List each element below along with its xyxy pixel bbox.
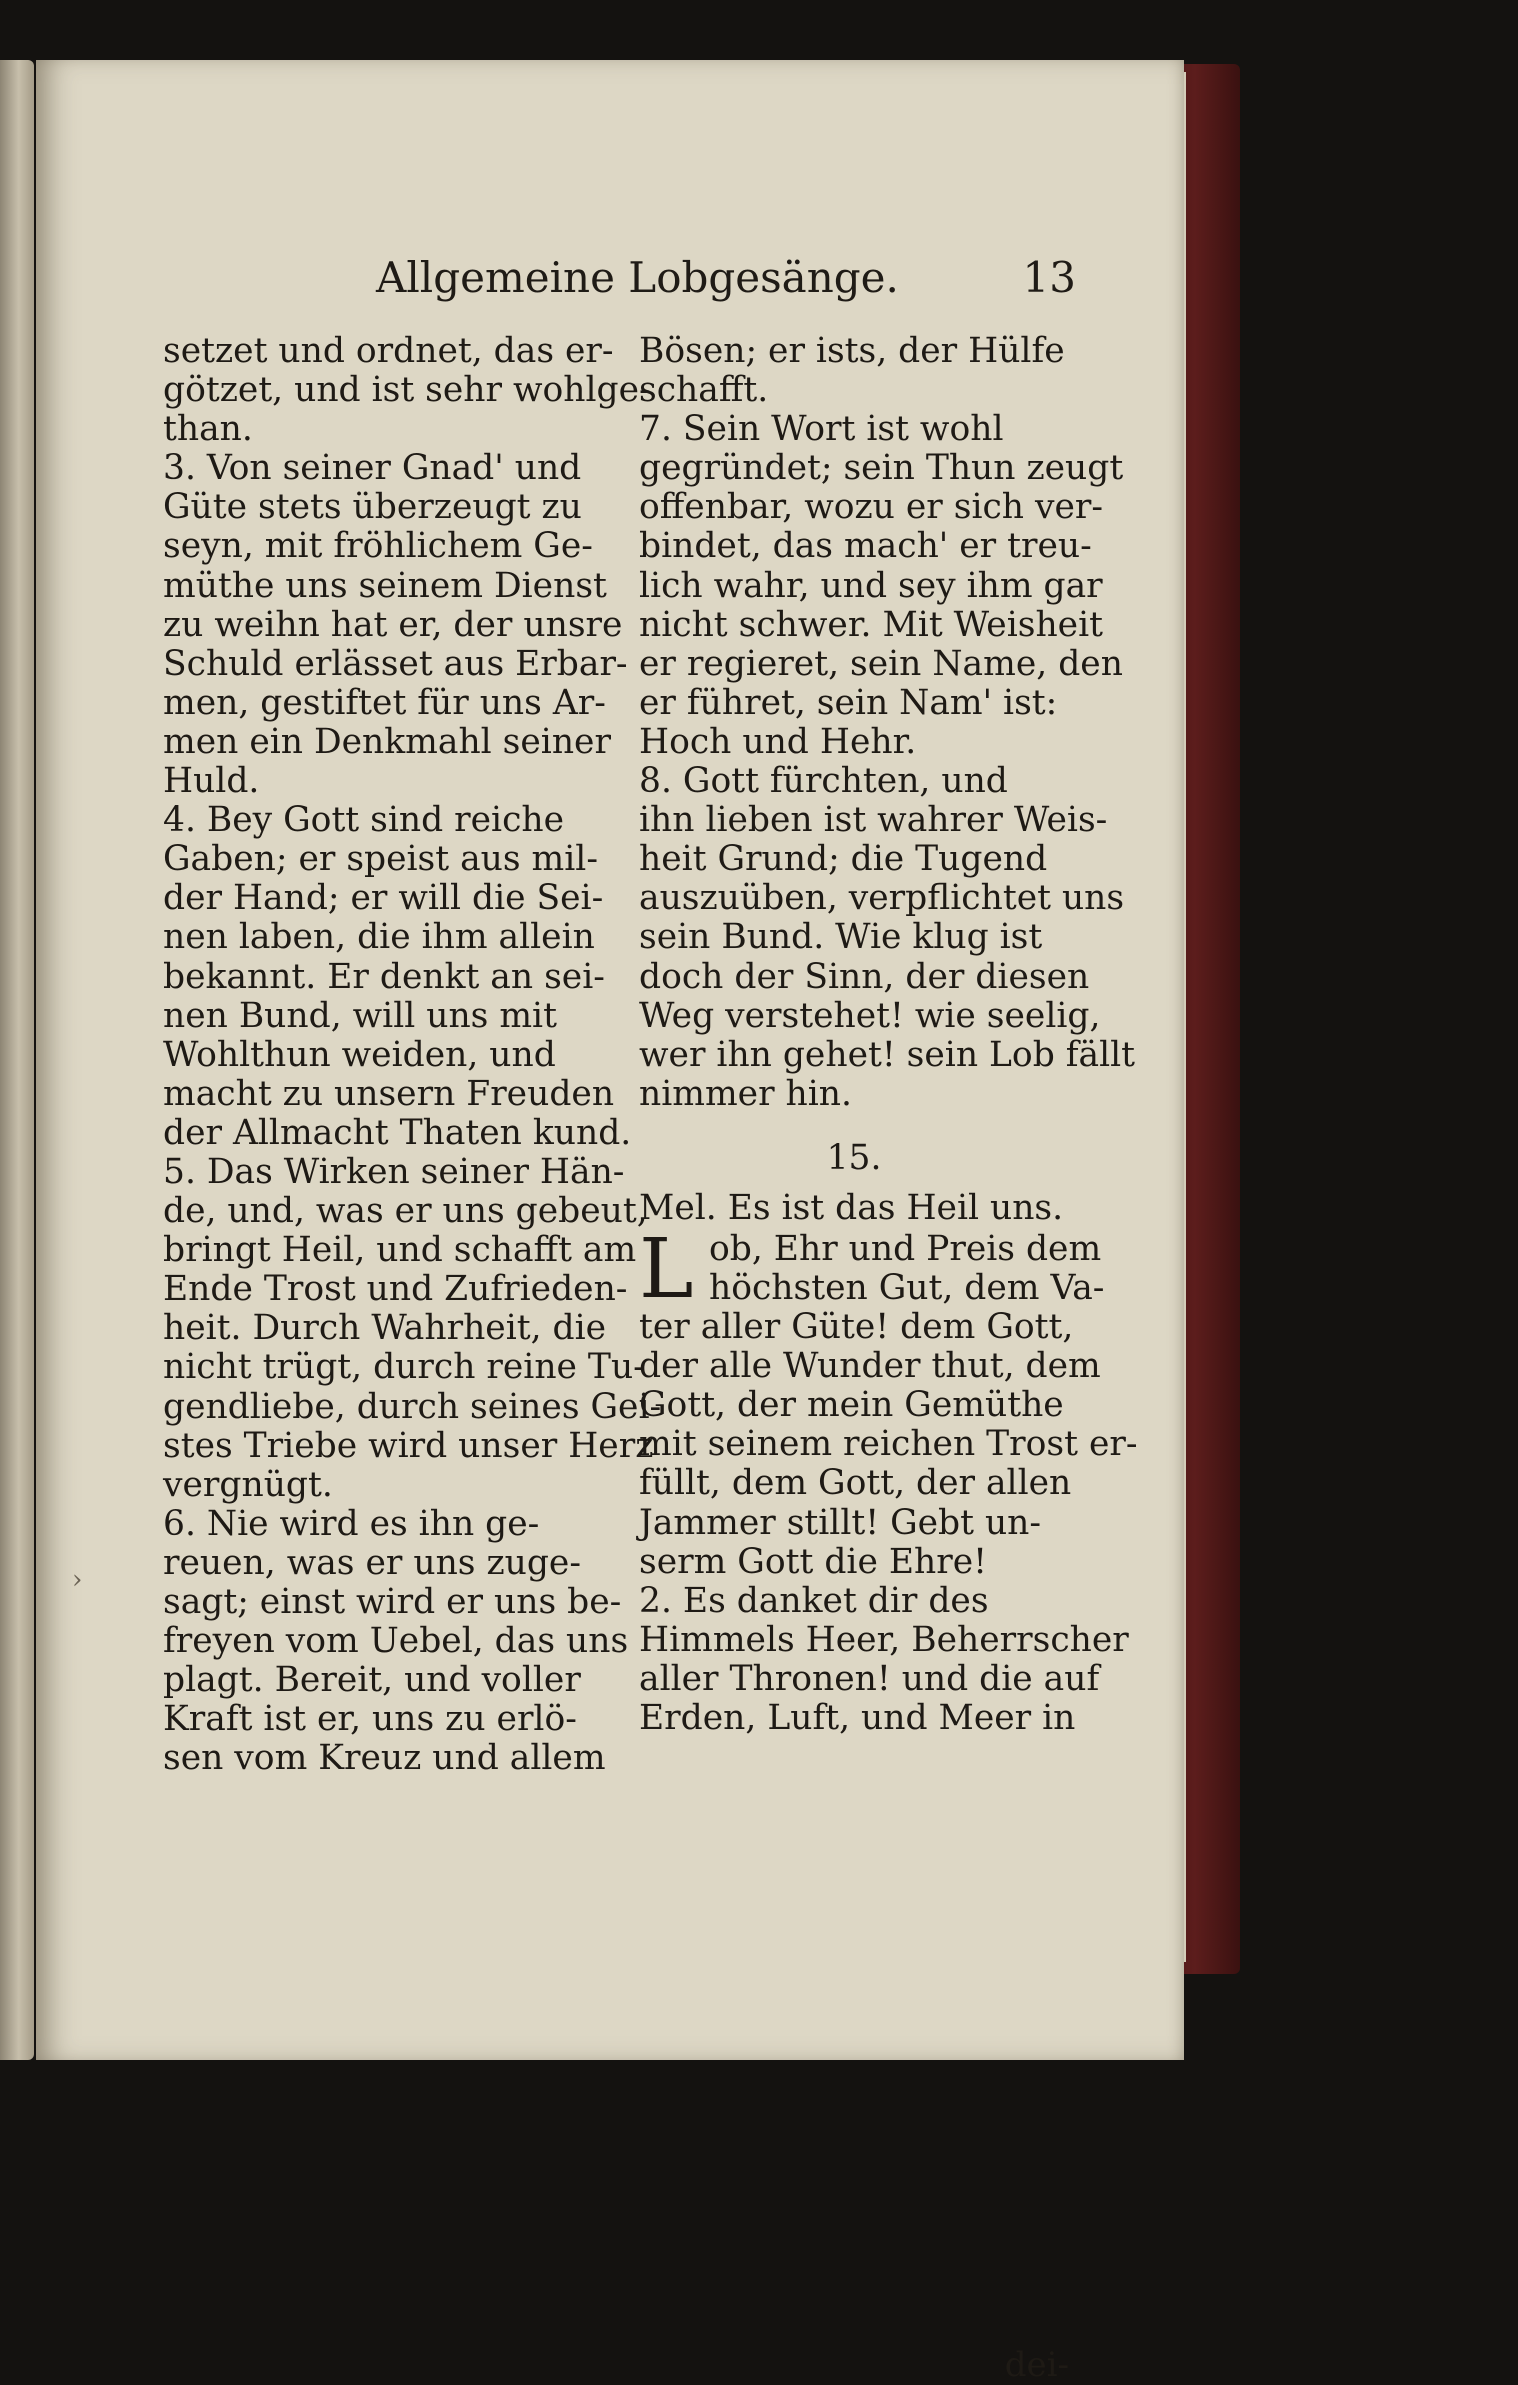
text-line: er regieret, sein Name, den <box>639 643 1123 684</box>
text-line: than. <box>163 409 253 450</box>
text-line: bekannt. Er denkt an sei- <box>163 956 605 997</box>
text-line: Ende Trost und Zufrieden- <box>163 1269 628 1310</box>
text-line: heit Grund; die Tugend <box>639 839 1048 880</box>
text-line: wer ihn gehet! sein Lob fällt <box>639 1034 1136 1075</box>
text-line: auszuüben, verpflichtet uns <box>639 878 1125 919</box>
text-line: der Hand; er will die Sei- <box>163 878 604 919</box>
text-line: sagt; einst wird er uns be- <box>163 1582 622 1622</box>
hymn-text <box>639 1307 1138 1738</box>
text-line: macht zu unsern Freuden <box>163 1073 615 1114</box>
text-line: Weg verstehet! wie seelig, <box>639 995 1101 1036</box>
text-line: nicht schwer. Mit Weisheit <box>639 604 1103 645</box>
text-line: bringt Heil, und schafft am <box>163 1230 637 1271</box>
text-line: ihn lieben ist wahrer Weis- <box>639 800 1108 841</box>
book-page <box>36 60 1184 2385</box>
text-line: men, gestiftet für uns Ar- <box>163 682 606 723</box>
text-line: müthe uns seinem Dienst <box>163 565 607 606</box>
text-line: Gaben; er speist aus mil- <box>163 839 598 880</box>
melody-line: Mel. Es ist das Heil uns. <box>639 1187 1064 1228</box>
text-line: setzet und ordnet, das er- <box>163 331 614 371</box>
text-line: zu weihn hat er, der unsre <box>163 604 623 645</box>
previous-page-edge <box>0 60 34 2060</box>
text-line: er führet, sein Nam' ist: <box>639 682 1058 723</box>
right-column <box>639 331 1138 2385</box>
text-line: 6. Nie wird es ihn ge- <box>163 1503 540 1544</box>
text-line: bindet, das mach' er treu- <box>639 526 1092 567</box>
text-line: 7. Sein Wort ist wohl <box>639 409 1004 450</box>
text-line: schafft. <box>639 370 769 411</box>
text-line: Bösen; er ists, der Hülfe <box>639 331 1065 371</box>
text-line: füllt, dem Gott, der allen <box>639 1463 1072 1504</box>
text-line: Güte stets überzeugt zu <box>163 487 582 528</box>
right-column-text <box>639 331 1136 1114</box>
hymn-number: 15. <box>826 1137 882 1178</box>
text-line: der Allmacht Thaten kund. <box>163 1112 632 1153</box>
text-line: sein Bund. Wie klug ist <box>639 917 1043 958</box>
margin-mark: › <box>72 1565 83 1595</box>
text-line: gendliebe, durch seines Gei- <box>163 1386 662 1427</box>
text-line: nen Bund, will uns mit <box>163 995 557 1036</box>
catchword: dei- <box>1004 2345 1069 2385</box>
text-line: Schuld erlässet aus Erbar- <box>163 643 628 684</box>
text-line: 5. Das Wirken seiner Hän- <box>163 1151 625 1192</box>
text-line: Kraft ist er, uns zu erlö- <box>163 1699 577 1740</box>
text-line: mit seinem reichen Trost er- <box>639 1424 1138 1465</box>
text-line: stes Triebe wird unser Herz <box>163 1425 654 1466</box>
text-line: sen vom Kreuz und allem <box>163 1738 606 1779</box>
text-line: serm Gott die Ehre! <box>639 1541 987 1582</box>
text-line: Huld. <box>163 761 260 802</box>
text-line: plagt. Bereit, und voller <box>163 1660 581 1701</box>
text-line: doch der Sinn, der diesen <box>639 956 1090 997</box>
text-line: heit. Durch Wahrheit, die <box>163 1308 607 1349</box>
text-line: höchsten Gut, dem Va- <box>709 1267 1105 1308</box>
left-column <box>163 331 662 1779</box>
page-number: 13 <box>1022 253 1076 302</box>
text-line: götzet, und ist sehr wohlge- <box>163 370 651 411</box>
text-line: 2. Es danket dir des <box>639 1580 989 1621</box>
text-line: men ein Denkmahl seiner <box>163 721 611 762</box>
text-line: Erden, Luft, und Meer in <box>639 1698 1076 1738</box>
drop-cap: L <box>639 1221 694 1317</box>
text-line: Himmels Heer, Beherrscher <box>639 1619 1129 1660</box>
text-line: nicht trügt, durch reine Tu- <box>163 1347 645 1388</box>
text-line: Hoch und Hehr. <box>639 721 917 762</box>
text-line: Gott, der mein Gemüthe <box>639 1385 1064 1426</box>
text-line: Wohlthun weiden, und <box>163 1034 556 1075</box>
text-line: de, und, was er uns gebeut, <box>163 1191 648 1232</box>
text-line: nimmer hin. <box>639 1073 852 1114</box>
text-line: 3. Von seiner Gnad' und <box>163 448 582 489</box>
text-line: seyn, mit fröhlichem Ge- <box>163 526 593 567</box>
text-line: freyen vom Uebel, das uns <box>163 1621 629 1662</box>
text-line: ob, Ehr und Preis dem <box>709 1228 1102 1269</box>
text-line: Jammer stillt! Gebt un- <box>639 1502 1042 1543</box>
text-line: lich wahr, und sey ihm gar <box>639 565 1103 606</box>
text-line: ter aller Güte! dem Gott, <box>639 1307 1074 1348</box>
text-line: reuen, was er uns zuge- <box>163 1542 582 1583</box>
text-line: 4. Bey Gott sind reiche <box>163 800 565 841</box>
text-line: gegründet; sein Thun zeugt <box>639 448 1124 489</box>
text-line: vergnügt. <box>163 1464 333 1505</box>
text-line: 8. Gott fürchten, und <box>639 761 1008 802</box>
text-line: nen laben, die ihm allein <box>163 917 595 958</box>
text-line: der alle Wunder thut, dem <box>639 1346 1101 1387</box>
text-line: aller Thronen! und die auf <box>639 1658 1100 1699</box>
running-title: Allgemeine Lobgesänge. <box>376 253 899 302</box>
text-line: offenbar, wozu er sich ver- <box>639 487 1104 528</box>
